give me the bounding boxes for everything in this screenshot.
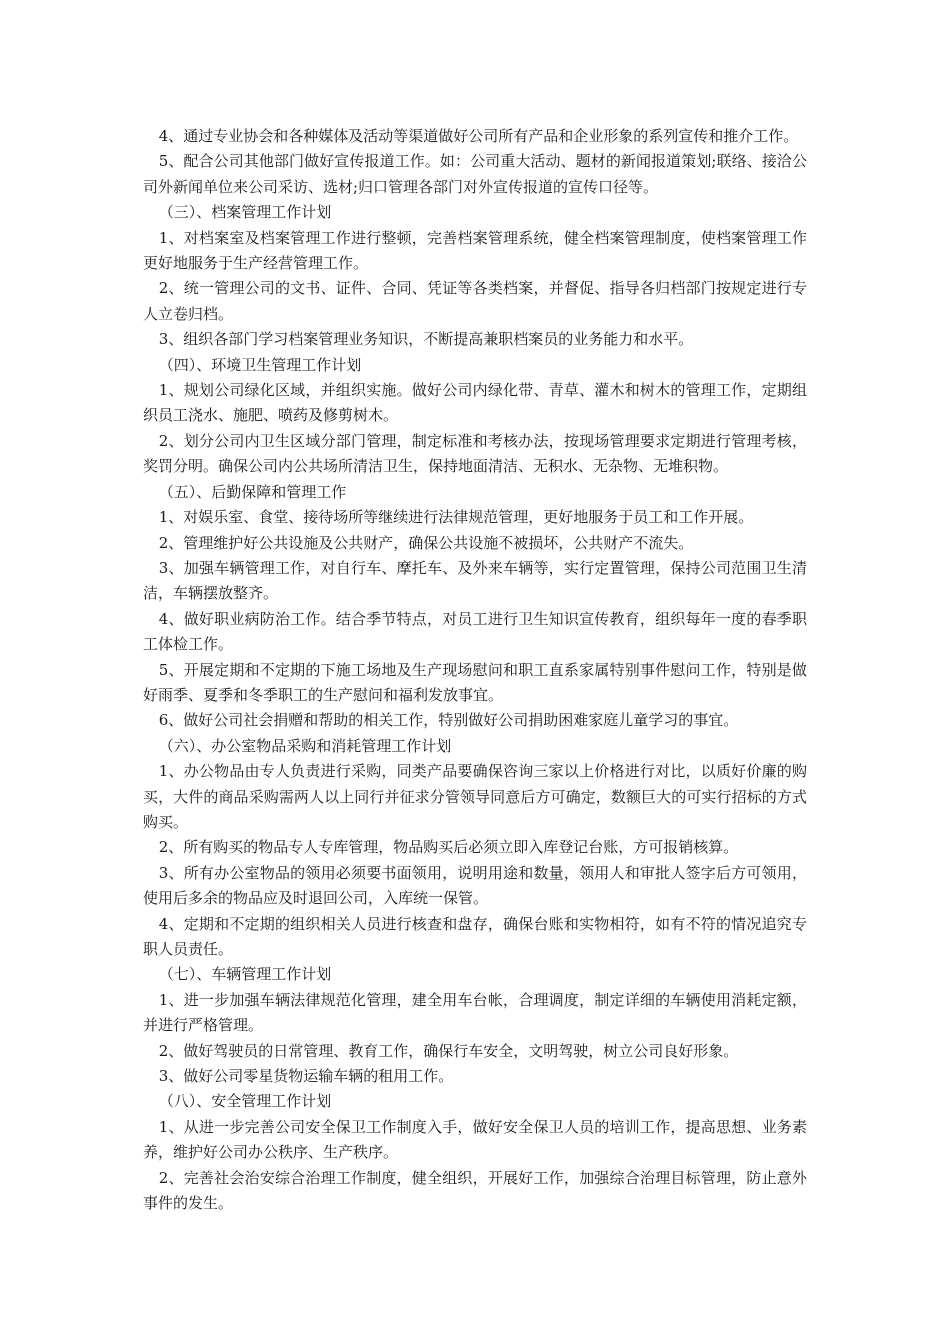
paragraph-item: 2、完善社会治安综合治理工作制度，健全组织，开展好工作，加强综合治理目标管理，防止意外事件的发生。 (143, 1168, 807, 1213)
paragraph-item: 1、进一步加强车辆法律规范化管理，建全用车台帐，合理调度，制定详细的车辆使用消耗定额，并进行严格管理。 (143, 990, 807, 1035)
paragraph-item: 2、所有购买的物品专人专库管理，物品购买后必须立即入库登记台账，方可报销核算。 (158, 838, 739, 857)
paragraph-item: 5、配合公司其他部门做好宣传报道工作。如：公司重大活动、题材的新闻报道策划;联络、接洽公司外新闻单位来公司采访、选材;归口管理各部门对外宣传报道的宣传口径等。 (143, 152, 807, 196)
paragraph-item: 4、通过专业协会和各种媒体及活动等渠道做好公司所有产品和企业形象的系列宣传和推介工作。 (158, 127, 799, 145)
section-heading: （四）、环境卫生管理工作计划 (158, 355, 362, 374)
paragraph-item: 4、定期和不定期的组织相关人员进行核查和盘存，确保台账和实物相符，如有不符的情况追究专职人员责任。 (143, 914, 807, 958)
paragraph-item: 1、规划公司绿化区域，并组织实施。做好公司内绿化带、青草、灌木和树木的管理工作，定期组织员工浇水、施肥、喷药及修剪树木。 (143, 381, 807, 425)
paragraph-item: 3、组织各部门学习档案管理业务知识，不断提高兼职档案员的业务能力和水平。 (158, 330, 694, 349)
paragraph-item: 2、划分公司内卫生区域分部门管理，制定标准和考核办法，按现场管理要求定期进行管理考核，奖罚分明。确保公司内公共场所清洁卫生，保持地面清洁、无积水、无杂物、无堆积物。 (143, 431, 807, 476)
section-heading: （六）、办公室物品采购和消耗管理工作计划 (158, 736, 452, 755)
paragraph-item: 4、做好职业病防治工作。结合季节特点，对员工进行卫生知识宣传教育，组织每年一度的春季职工体检工作。 (143, 609, 807, 654)
document-body (143, 124, 807, 1216)
paragraph-item: 1、对娱乐室、食堂、接待场所等继续进行法律规范管理，更好地服务于员工和工作开展。 (158, 508, 754, 527)
paragraph-item: 2、管理维护好公共设施及公共财产，确保公共设施不被损坏，公共财产不流失。 (158, 533, 694, 552)
paragraph-item: 2、统一管理公司的文书、证件、合同、凭证等各类档案，并督促、指导各归档部门按规定进行专人立卷归档。 (143, 279, 807, 323)
paragraph-item: 3、所有办公室物品的领用必须要书面领用，说明用途和数量，领用人和审批人签字后方可领用，使用后多余的物品应及时退回公司，入库统一保管。 (143, 863, 807, 908)
section-heading: （八）、安全管理工作计划 (158, 1092, 332, 1111)
paragraph-item: 6、做好公司社会捐赠和帮助的相关工作，特别做好公司捐助困难家庭儿童学习的事宜。 (158, 711, 739, 730)
paragraph-item: 2、做好驾驶员的日常管理、教育工作，确保行车安全，文明驾驶，树立公司良好形象。 (158, 1041, 739, 1060)
section-heading: （三）、档案管理工作计划 (158, 203, 332, 222)
paragraph-item: 3、加强车辆管理工作，对自行车、摩托车、及外来车辆等，实行定置管理，保持公司范围卫生清洁，车辆摆放整齐。 (143, 558, 807, 603)
paragraph-item: 1、办公物品由专人负责进行采购，同类产品要确保咨询三家以上价格进行对比，以质好价廉的购买，大件的商品采购需两人以上同行并征求分管领导同意后方可确定，数额巨大的可实行招标的方式购买。 (143, 762, 807, 831)
paragraph-item: 5、开展定期和不定期的下施工场地及生产现场慰问和职工直系家属特别事件慰问工作，特别是做好雨季、夏季和冬季职工的生产慰问和福利发放事宜。 (143, 660, 807, 704)
section-heading: （五）、后勤保障和管理工作 (158, 482, 347, 501)
paragraph-item: 3、做好公司零星货物运输车辆的租用工作。 (158, 1067, 454, 1086)
section-heading: （七）、车辆管理工作计划 (158, 965, 332, 984)
paragraph-item: 1、从进一步完善公司安全保卫工作制度入手，做好安全保卫人员的培训工作，提高思想、业务素养，维护好公司办公秩序、生产秩序。 (143, 1117, 807, 1162)
paragraph-item: 1、对档案室及档案管理工作进行整顿，完善档案管理系统，健全档案管理制度，使档案管理工作更好地服务于生产经营管理工作。 (143, 228, 807, 273)
